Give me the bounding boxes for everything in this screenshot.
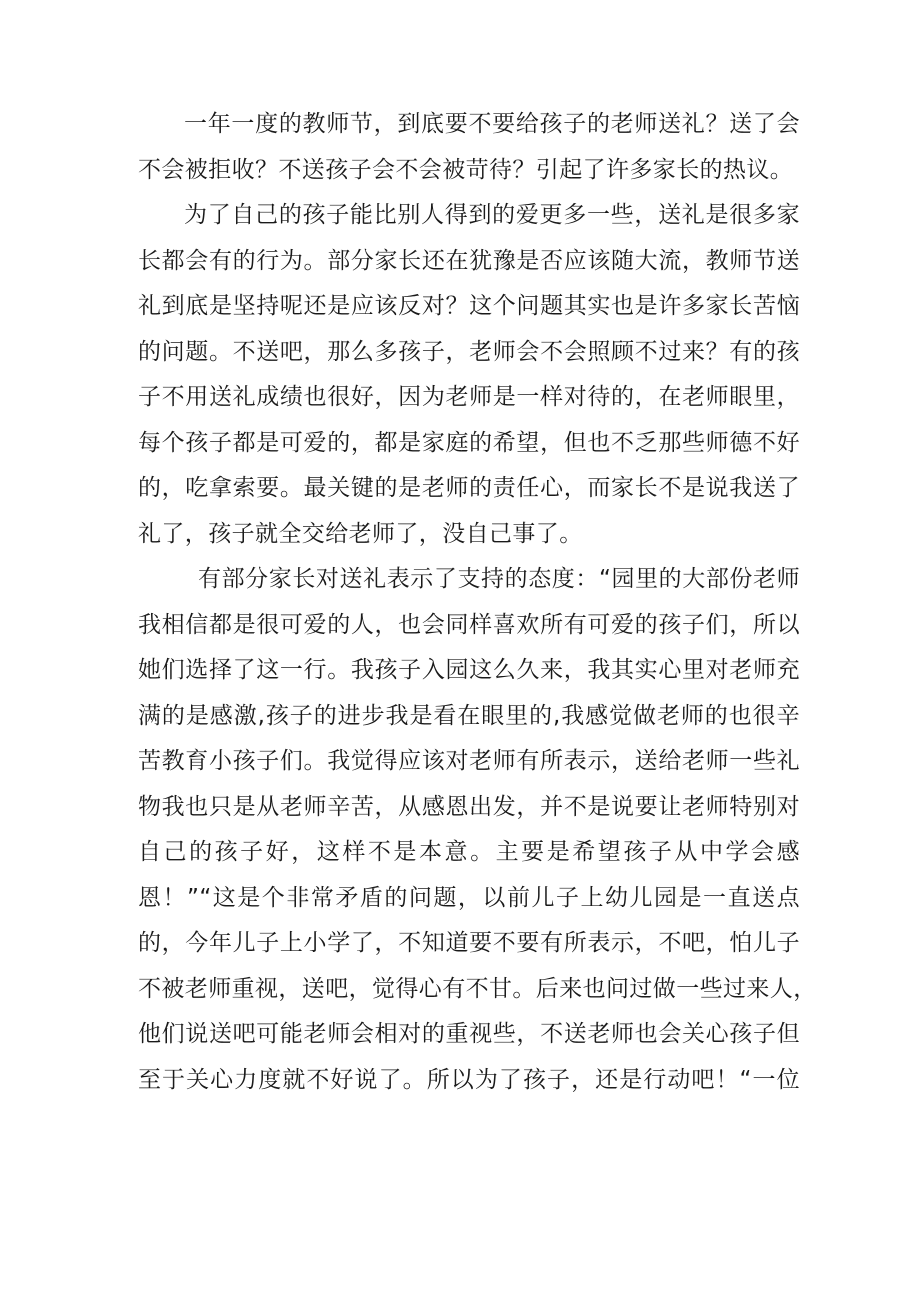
text-line: 为了自己的孩子能比别人得到的爱更多一些，送礼是很多家 bbox=[184, 202, 800, 228]
text-line: 不会被拒收？不送孩子会不会被苛待？引起了许多家长的热议。 bbox=[138, 156, 794, 183]
text-line: 满的是感激,孩子的进步我是看在眼里的,我感觉做老师的也很辛 bbox=[138, 702, 800, 729]
text-line: 的，吃拿索要。最关键的是老师的责任心，而家长不是说我送了 bbox=[138, 475, 800, 501]
text-line: 苦教育小孩子们。我觉得应该对老师有所表示，送给老师一些礼 bbox=[138, 748, 800, 774]
document-body bbox=[138, 102, 817, 1103]
text-line: 一年一度的教师节，到底要不要给孩子的老师送礼？送了会 bbox=[184, 111, 800, 137]
text-line: 的问题。不送吧，那么多孩子，老师会不会照顾不过来？有的孩 bbox=[138, 338, 800, 365]
text-line: 自己的孩子好，这样不是本意。主要是希望孩子从中学会感 bbox=[138, 839, 800, 865]
text-line: 子不用送礼成绩也很好，因为老师是一样对待的，在老师眼里， bbox=[138, 384, 800, 410]
text-line: 礼到底是坚持呢还是应该反对？这个问题其实也是许多家长苦恼 bbox=[138, 293, 800, 319]
text-line: 至于关心力度就不好说了。所以为了孩子，还是行动吧！“一位 bbox=[138, 1066, 800, 1093]
text-line: 物我也只是从老师辛苦，从感恩出发，并不是说要让老师特别对 bbox=[138, 793, 800, 820]
text-line: 他们说送吧可能老师会相对的重视些，不送老师也会关心孩子但 bbox=[138, 1021, 800, 1047]
text-line: 恩！”“这是个非常矛盾的问题，以前儿子上幼儿园是一直送点 bbox=[138, 884, 800, 911]
text-line: 长都会有的行为。部分家长还在犹豫是否应该随大流，教师节送 bbox=[138, 247, 800, 274]
paragraph-1 bbox=[138, 102, 800, 193]
text-line: 我相信都是很可爱的人，也会同样喜欢所有可爱的孩子们，所以 bbox=[138, 611, 800, 638]
text-line: 不被老师重视，送吧，觉得心有不甘。后来也问过做一些过来人， bbox=[138, 975, 817, 1002]
text-line: 有部分家长对送礼表示了支持的态度：“园里的大部份老师 bbox=[198, 566, 800, 592]
paragraph-3 bbox=[138, 557, 817, 1103]
text-line: 礼了，孩子就全交给老师了，没自己事了。 bbox=[138, 520, 583, 547]
paragraph-2 bbox=[138, 193, 800, 557]
text-line: 的，今年儿子上小学了，不知道要不要有所表示，不吧，怕儿子 bbox=[138, 930, 800, 956]
text-line: 每个孩子都是可爱的，都是家庭的希望，但也不乏那些师德不好 bbox=[138, 429, 800, 456]
text-line: 她们选择了这一行。我孩子入园这么久来，我其实心里对老师充 bbox=[138, 657, 800, 683]
